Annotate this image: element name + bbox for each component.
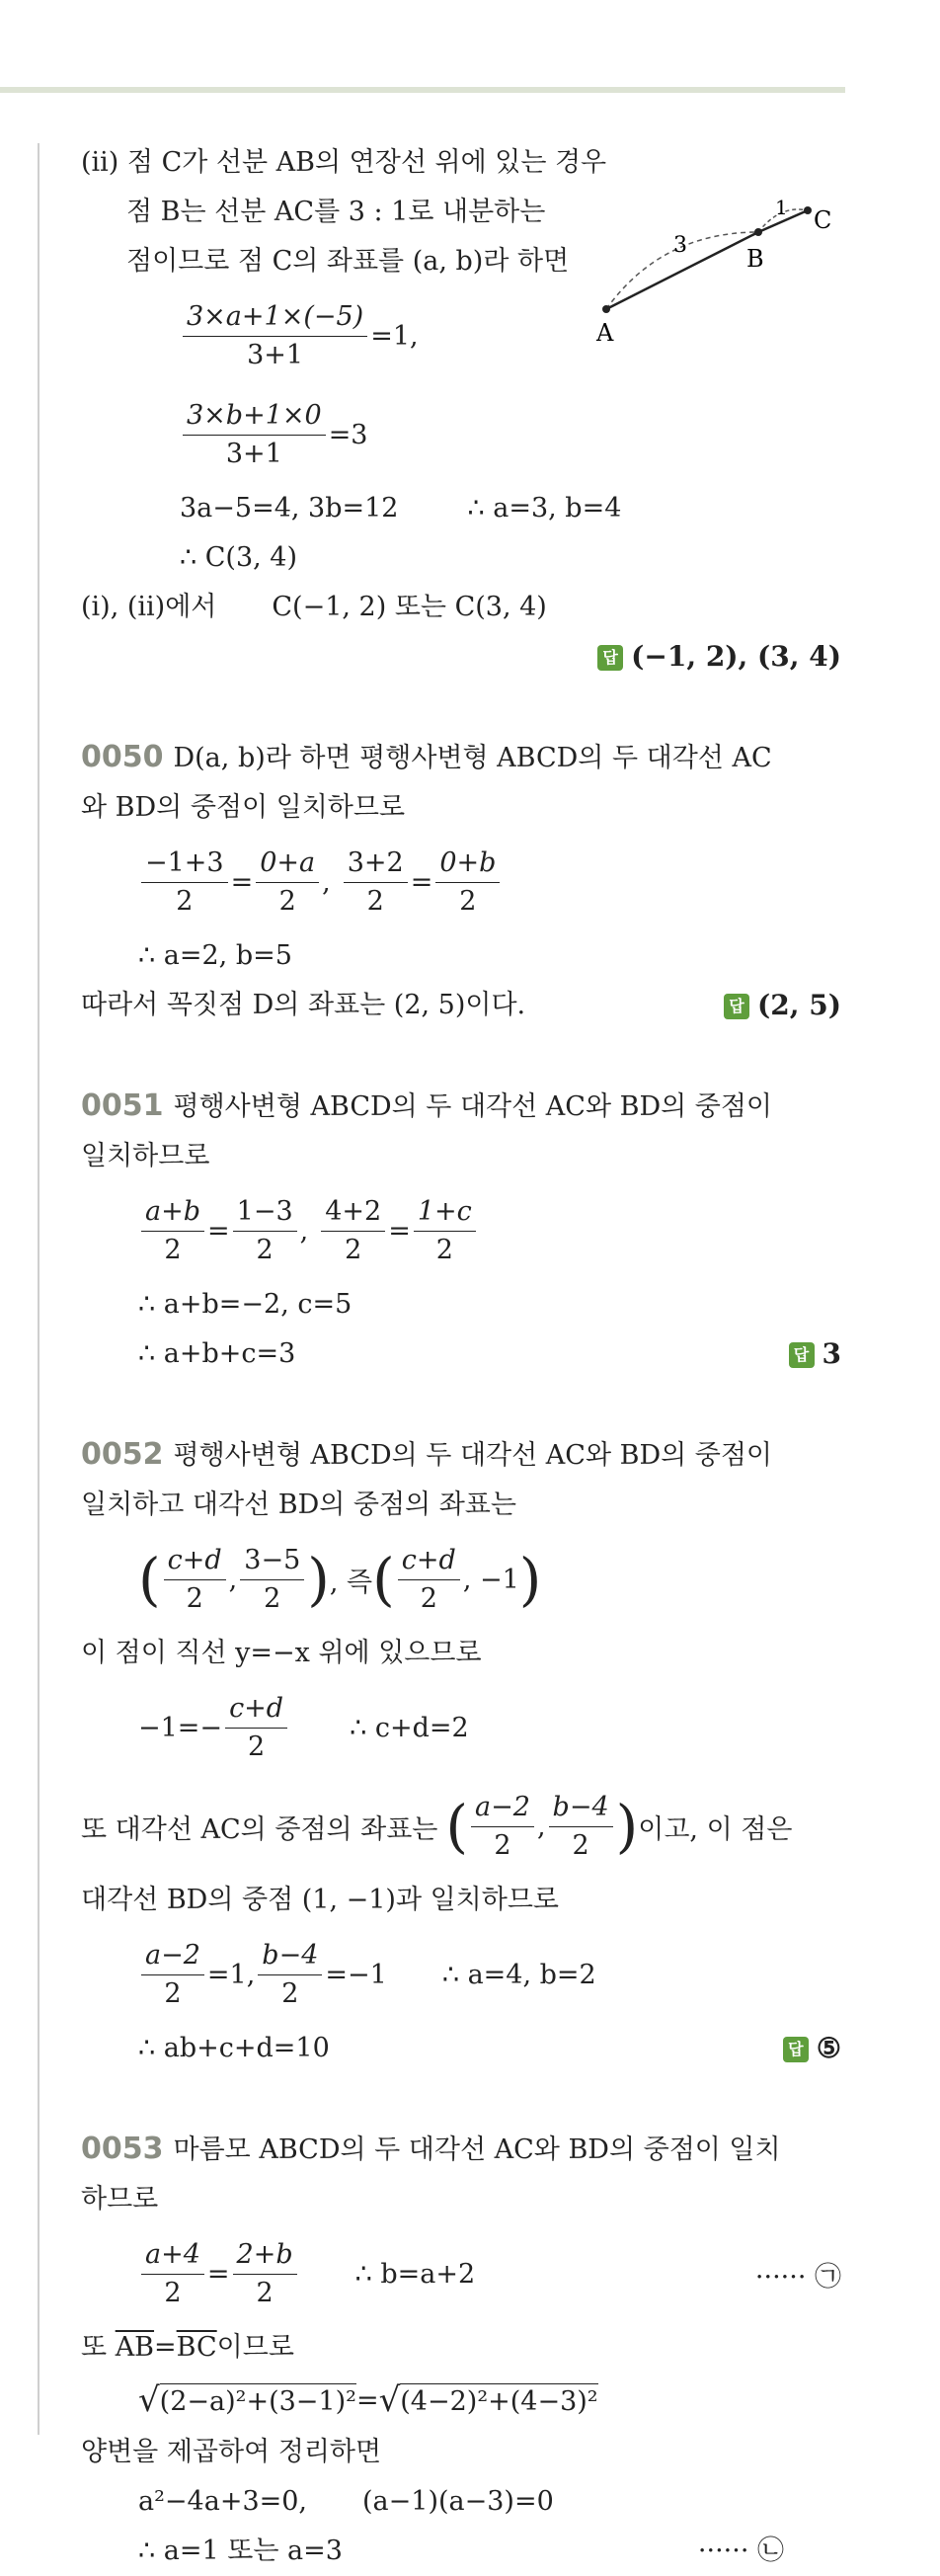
label-c: C (814, 206, 832, 234)
s53-line5: a²−4a+3=0, (a−1)(a−3)=0 (138, 2486, 554, 2517)
s53-eq1: $\frac{a+4}{2}$ = $\frac{2+b}{2}$ ∴ b=a+2 ······ ㉠ (81, 2224, 841, 2323)
s52-answer: 답 ⑤ (783, 2024, 841, 2073)
problem-number: 0051 (81, 1088, 164, 1123)
fraction: $\frac{3\times a+1\times(-5)}{3+1}$ (183, 301, 367, 369)
solution-content (81, 138, 841, 2576)
s49-line6: (ⅰ), (ⅱ)에서 C(−1, 2) 또는 C(3, 4) (81, 592, 547, 622)
s52-midpoint: ( $\frac{c+d}{2}$ , $\frac{3-5}{2}$ ) , 즉 ( $\frac{c+d}{2}$ , −1 ) (138, 1545, 542, 1614)
s53-line3: 또 $\overline{AB}=\overline{BC}$이므로 (81, 2332, 294, 2363)
s51-eq: $\frac{a+b}{2}$ = $\frac{1-3}{2}$ , $\frac{4+2}{2}$ = $\frac{1+c}{2}$ (81, 1181, 841, 1280)
s50-line1: 0050 D(a, b)라 하면 평행사변형 ABCD의 두 대각선 AC (81, 740, 772, 774)
s49-eq2: $\frac{3\times b+1\times 0}{3+1}$ =3 (81, 385, 841, 484)
s49-eq1: $\frac{3\times a+1\times(-5)}{3+1}$ =1, (81, 286, 841, 385)
label-b: B (746, 245, 764, 273)
s52-eq1: −1=− $\frac{c+d}{2}$ ∴ c+d=2 (138, 1693, 469, 1762)
s49-line3: 점이므로 점 C의 좌표를 (a, b)라 하면 (126, 246, 570, 277)
s53-line1: 0053 마름모 ABCD의 두 대각선 AC와 BD의 중점이 일치 (81, 2132, 781, 2166)
equation-mark-2: ······ ㉡ (697, 2536, 784, 2566)
s51-line3: ∴ a+b=−2, c=5 (138, 1289, 352, 1320)
side-rule (38, 143, 39, 2435)
s50-eq: $\frac{-1+3}{2}$ = $\frac{0+a}{2}$ , $\frac{3+2}{2}$ = $\frac{0+b}{2}$ (81, 833, 841, 931)
s51-line2: 일치하므로 (81, 1141, 210, 1171)
s53-line6: ∴ a=1 또는 a=3 ······ ㉡ (81, 2527, 784, 2576)
s52-line4: 또 대각선 AC의 중점의 좌표는 ( $\frac{a-2}{2}$ , $\frac{b-4}{2}$ ) 이고, 이 점은 (81, 1792, 793, 1861)
s50-answer: 답 (2, 5) (724, 981, 841, 1030)
s53-line2: 하므로 (81, 2184, 159, 2214)
s50-line4: 따라서 꼭짓점 D의 좌표는 (2, 5)이다. 답 (2, 5) (81, 981, 841, 1030)
label-3: 3 (673, 233, 687, 258)
s51-line4: ∴ a+b+c=3 답 3 (81, 1329, 841, 1379)
s52-line1: 0052 평행사변형 ABCD의 두 대각선 AC와 BD의 중점이 (81, 1437, 773, 1472)
answer-value: (−1, 2), (3, 4) (631, 640, 841, 673)
label-1: 1 (775, 196, 788, 219)
s52-eq2: $\frac{a-2}{2}$ =1, $\frac{b-4}{2}$ =−1 ∴ a=4, b=2 (81, 1925, 841, 2024)
s49-line1: (ⅱ) 점 C가 선분 AB의 연장선 위에 있는 경우 (81, 147, 607, 178)
s52-line3: 이 점이 직선 y=−x 위에 있으므로 (81, 1638, 482, 1668)
s50-line3: ∴ a=2, b=5 (138, 940, 292, 971)
equation-mark-1: ······ ㉠ (754, 2261, 841, 2293)
s52-line6: ∴ ab+c+d=10 답 ⑤ (81, 2024, 841, 2073)
s51-answer: 답 3 (789, 1329, 841, 1379)
answer-badge: 답 (597, 645, 623, 671)
s49-line5: ∴ C(3, 4) (180, 542, 298, 573)
s53-sqrt-eq: √ (2−a)²+(3−1)² = √ (4−2)²+(4−3)² (138, 2380, 598, 2420)
problem-number: 0050 (81, 740, 164, 774)
s50-line2: 와 BD의 중점이 일치하므로 (81, 792, 406, 823)
label-a: A (596, 319, 614, 347)
s52-line2: 일치하고 대각선 BD의 중점의 좌표는 (81, 1489, 516, 1520)
s49-answer (81, 632, 841, 682)
s49-line2: 점 B는 선분 AC를 3 : 1로 내분하는 (126, 197, 546, 227)
s49-line4: 3a−5=4, 3b=12 ∴ a=3, b=4 (180, 493, 622, 523)
s52-line5: 대각선 BD의 중점 (1, −1)과 일치하므로 (81, 1885, 560, 1915)
s53-line4: 양변을 제곱하여 정리하면 (81, 2437, 382, 2467)
problem-number: 0052 (81, 1437, 164, 1472)
problem-number: 0053 (81, 2132, 164, 2166)
s51-line1: 0051 평행사변형 ABCD의 두 대각선 AC와 BD의 중점이 (81, 1088, 773, 1123)
top-rule (0, 87, 845, 93)
fraction: $\frac{3\times b+1\times 0}{3+1}$ (183, 400, 326, 468)
